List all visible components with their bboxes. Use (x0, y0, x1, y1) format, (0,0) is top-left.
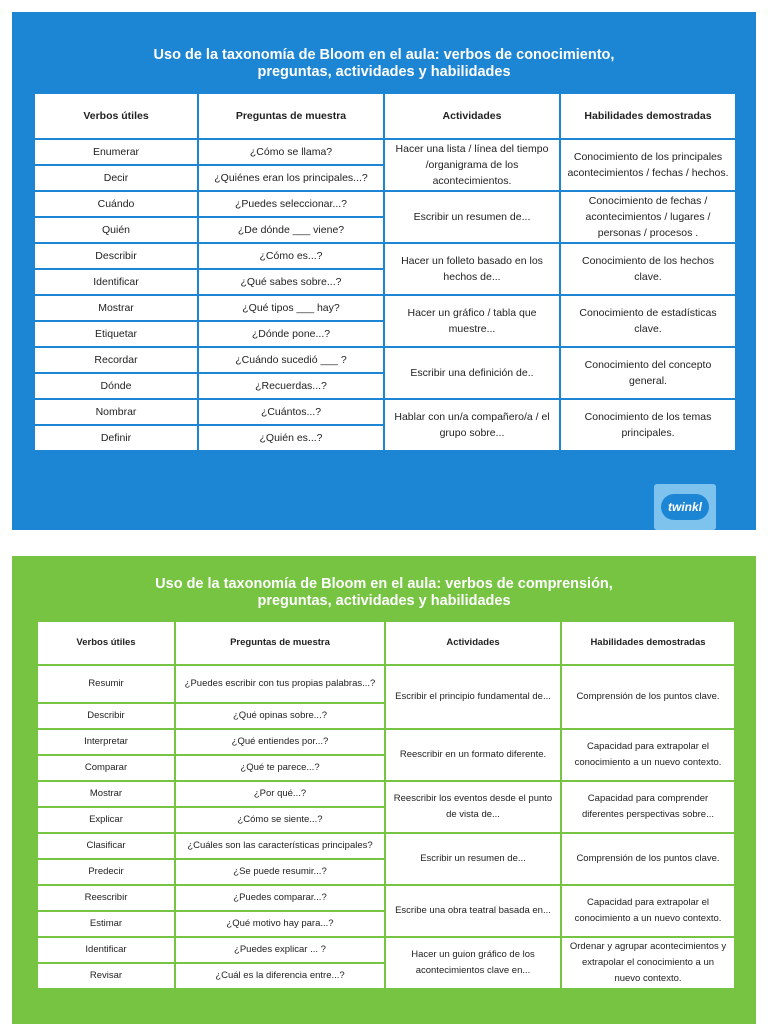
skill-cell: Comprensión de los puntos clave. (561, 665, 735, 729)
table-row (34, 243, 736, 269)
skill-cell: Capacidad para comprender diferentes perspectivas sobre... (561, 781, 735, 833)
sheet-title: Uso de la taxonomía de Bloom en el aula: verbos de comprensión, preguntas, actividades y habilidades (155, 576, 613, 609)
verb-cell: Recordar (34, 347, 198, 373)
question-cell: ¿Cuáles son las características principales? (175, 833, 385, 859)
table-row (37, 833, 735, 859)
activity-cell: Escribe una obra teatral basada en... (385, 885, 561, 937)
twinkl-logo (654, 484, 716, 530)
verb-cell: Interpretar (37, 729, 175, 755)
question-cell: ¿Se puede resumir...? (175, 859, 385, 885)
verb-cell: Mostrar (34, 295, 198, 321)
column-header: Habilidades demostradas (561, 621, 735, 665)
question-cell: ¿Cuándo sucedió ___ ? (198, 347, 384, 373)
verb-cell: Reescribir (37, 885, 175, 911)
activity-cell: Escribir una definición de.. (384, 347, 560, 399)
table-row (34, 295, 736, 321)
question-cell: ¿Qué motivo hay para...? (175, 911, 385, 937)
verb-cell: Enumerar (34, 139, 198, 165)
skill-cell: Conocimiento de los hechos clave. (560, 243, 736, 295)
verb-cell: Mostrar (37, 781, 175, 807)
question-cell: ¿Puedes explicar ... ? (175, 937, 385, 963)
skill-cell: Comprensión de los puntos clave. (561, 833, 735, 885)
knowledge-sheet (12, 12, 756, 530)
activity-cell: Escribir el principio fundamental de... (385, 665, 561, 729)
activity-cell: Hacer un folleto basado en los hechos de... (384, 243, 560, 295)
activity-cell: Reescribir en un formato diferente. (385, 729, 561, 781)
verb-cell: Resumir (37, 665, 175, 703)
skill-cell: Ordenar y agrupar acontecimientos y extrapolar el conocimiento a un nuevo contexto. (561, 937, 735, 989)
skill-cell: Conocimiento de los principales acontecimientos / fechas / hechos. (560, 139, 736, 191)
column-header: Verbos útiles (37, 621, 175, 665)
question-cell: ¿Puedes comparar...? (175, 885, 385, 911)
table-row (37, 937, 735, 963)
table-row (37, 885, 735, 911)
verb-cell: Describir (37, 703, 175, 729)
table-row (37, 665, 735, 703)
question-cell: ¿Qué te parece...? (175, 755, 385, 781)
verb-cell: Estimar (37, 911, 175, 937)
knowledge-table (33, 92, 737, 452)
question-cell: ¿Puedes escribir con tus propias palabras...? (175, 665, 385, 703)
question-cell: ¿Qué entiendes por...? (175, 729, 385, 755)
comprehension-sheet (12, 556, 756, 1024)
activity-cell: Hacer una lista / línea del tiempo /organigrama de los acontecimientos. (384, 139, 560, 191)
verb-cell: Explicar (37, 807, 175, 833)
verb-cell: Predecir (37, 859, 175, 885)
sheet-title: Uso de la taxonomía de Bloom en el aula: verbos de conocimiento, preguntas, actividades y habilidades (153, 47, 615, 80)
skill-cell: Conocimiento del concepto general. (560, 347, 736, 399)
verb-cell: Cuándo (34, 191, 198, 217)
question-cell: ¿Qué opinas sobre...? (175, 703, 385, 729)
skill-cell: Capacidad para extrapolar el conocimiento a un nuevo contexto. (561, 729, 735, 781)
skill-cell: Capacidad para extrapolar el conocimiento a un nuevo contexto. (561, 885, 735, 937)
question-cell: ¿Dónde pone...? (198, 321, 384, 347)
question-cell: ¿Qué sabes sobre...? (198, 269, 384, 295)
table-row (34, 139, 736, 165)
activity-cell: Hacer un gráfico / tabla que muestre... (384, 295, 560, 347)
question-cell: ¿Recuerdas...? (198, 373, 384, 399)
question-cell: ¿Cuántos...? (198, 399, 384, 425)
skill-cell: Conocimiento de estadísticas clave. (560, 295, 736, 347)
column-header: Preguntas de muestra (175, 621, 385, 665)
question-cell: ¿Quiénes eran los principales...? (198, 165, 384, 191)
column-header: Actividades (384, 93, 560, 139)
verb-cell: Decir (34, 165, 198, 191)
activity-cell: Hablar con un/a compañero/a / el grupo sobre... (384, 399, 560, 451)
question-cell: ¿Cómo se llama? (198, 139, 384, 165)
activity-cell: Hacer un guion gráfico de los acontecimientos clave en... (385, 937, 561, 989)
verb-cell: Identificar (37, 937, 175, 963)
question-cell: ¿Qué tipos ___ hay? (198, 295, 384, 321)
column-header: Actividades (385, 621, 561, 665)
question-cell: ¿Cómo se siente...? (175, 807, 385, 833)
verb-cell: Describir (34, 243, 198, 269)
table-header-row (37, 621, 735, 665)
verb-cell: Definir (34, 425, 198, 451)
verb-cell: Identificar (34, 269, 198, 295)
verb-cell: Clasificar (37, 833, 175, 859)
table-header-row (34, 93, 736, 139)
question-cell: ¿Por qué...? (175, 781, 385, 807)
table-row (34, 399, 736, 425)
comprehension-table (36, 620, 736, 990)
column-header: Preguntas de muestra (198, 93, 384, 139)
question-cell: ¿Cuál es la diferencia entre...? (175, 963, 385, 989)
table-row (34, 347, 736, 373)
question-cell: ¿De dónde ___ viene? (198, 217, 384, 243)
activity-cell: Reescribir los eventos desde el punto de vista de... (385, 781, 561, 833)
verb-cell: Comparar (37, 755, 175, 781)
question-cell: ¿Quién es...? (198, 425, 384, 451)
verb-cell: Etiquetar (34, 321, 198, 347)
table-row (34, 191, 736, 217)
activity-cell: Escribir un resumen de... (384, 191, 560, 243)
verb-cell: Nombrar (34, 399, 198, 425)
skill-cell: Conocimiento de los temas principales. (560, 399, 736, 451)
table-row (37, 781, 735, 807)
skill-cell: Conocimiento de fechas / acontecimientos / lugares / personas / procesos . (560, 191, 736, 243)
verb-cell: Quién (34, 217, 198, 243)
activity-cell: Escribir un resumen de... (385, 833, 561, 885)
column-header: Habilidades demostradas (560, 93, 736, 139)
table-row (37, 729, 735, 755)
verb-cell: Dónde (34, 373, 198, 399)
logo-text: twinkl (667, 500, 702, 514)
question-cell: ¿Puedes seleccionar...? (198, 191, 384, 217)
verb-cell: Revisar (37, 963, 175, 989)
column-header: Verbos útiles (34, 93, 198, 139)
question-cell: ¿Cómo es...? (198, 243, 384, 269)
